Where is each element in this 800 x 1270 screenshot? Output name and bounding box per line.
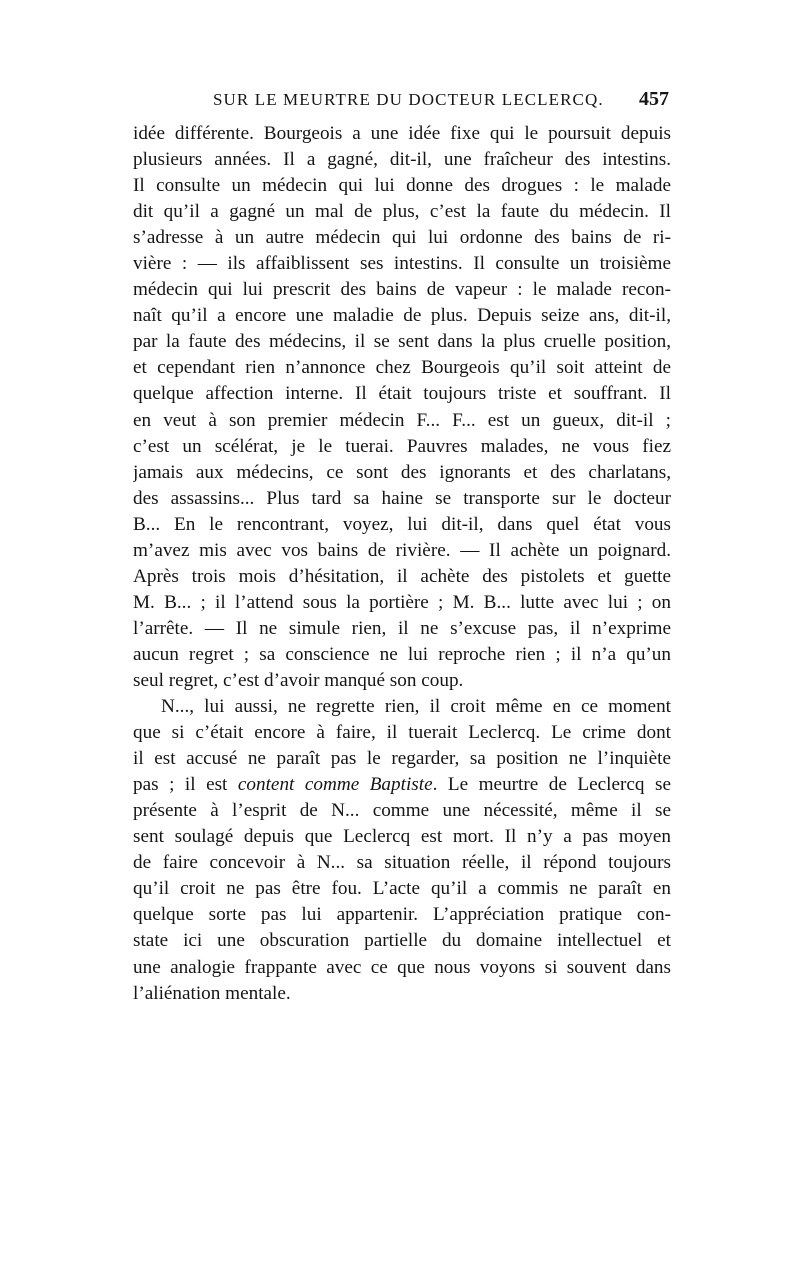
text-line: en veut à son premier médecin F... F... est un gueux, dit-il ; [133, 409, 671, 431]
text-line: des assassins... Plus tard sa haine se transporte sur le docteur [133, 487, 671, 509]
text-line: il est accusé ne paraît pas le regarder, sa position ne l’inquiète [133, 748, 671, 770]
text-line: de faire concevoir à N... sa situation réelle, il répond toujours [133, 852, 671, 874]
text-line: que si c’était encore à faire, il tuerait Leclercq. Le crime dont [133, 722, 671, 744]
text-line: pas ; il est content comme Baptiste. Le meurtre de Leclercq se [133, 774, 671, 796]
text-line: jamais aux médecins, ce sont des ignorants et des charlatans, [133, 461, 671, 483]
text-line: s’adresse à un autre médecin qui lui ordonne des bains de ri- [133, 227, 671, 249]
text-line: plusieurs années. Il a gagné, dit-il, une fraîcheur des intestins. [133, 149, 671, 171]
text-line: naît qu’il a encore une maladie de plus. Depuis seize ans, dit-il, [133, 305, 671, 327]
text-line: idée différente. Bourgeois a une idée fixe qui le poursuit depuis [133, 123, 671, 144]
text-line: vière : — ils affaiblissent ses intestins. Il consulte un troisième [133, 253, 671, 275]
text-line: et cependant rien n’annonce chez Bourgeois qu’il soit atteint de [133, 357, 671, 379]
text-line: state ici une obscuration partielle du domaine intellectuel et [133, 930, 671, 952]
running-header [133, 88, 671, 118]
text-line: par la faute des médecins, il se sent dans la plus cruelle position, [133, 331, 671, 353]
running-title: SUR LE MEURTRE DU DOCTEUR LECLERCQ. [213, 90, 604, 109]
text-line: seul regret, c’est d’avoir manqué son coup. [133, 669, 464, 691]
text-line: qu’il croit ne pas être fou. L’acte qu’il a commis ne paraît en [133, 878, 671, 900]
body-text [133, 121, 671, 1007]
text-line: l’arrête. — Il ne simule rien, il ne s’excuse pas, il n’exprime [133, 617, 671, 639]
text-line: M. B... ; il l’attend sous la portière ; M. B... lutte avec lui ; on [133, 591, 671, 613]
text-line: présente à l’esprit de N... comme une nécessité, même il se [133, 800, 671, 822]
paragraph [133, 694, 671, 1007]
text-line: aucun regret ; sa conscience ne lui reproche rien ; il n’a qu’un [133, 643, 671, 665]
text-line: B... En le rencontrant, voyez, lui dit-il, dans quel état vous [133, 513, 671, 535]
text-line: une analogie frappante avec ce que nous voyons si souvent dans [133, 956, 671, 978]
text-line: N..., lui aussi, ne regrette rien, il croit même en ce moment [161, 696, 671, 718]
text-line: l’aliénation mentale. [133, 982, 291, 1004]
text-line: sent soulagé depuis que Leclercq est mort. Il n’y a pas moyen [133, 826, 671, 848]
text-line: quelque affection interne. Il était toujours triste et souffrant. Il [133, 383, 671, 405]
text-line: dit qu’il a gagné un mal de plus, c’est la faute du médecin. Il [133, 201, 671, 223]
page-number: 457 [639, 88, 669, 110]
italic-phrase: content comme Baptiste [237, 774, 433, 796]
text-line: médecin qui lui prescrit des bains de vapeur : le malade recon- [133, 279, 671, 301]
text-line: quelque sorte pas lui appartenir. L’appréciation pratique con- [133, 904, 671, 926]
text-line: Il consulte un médecin qui lui donne des drogues : le malade [133, 175, 671, 197]
text-line: Après trois mois d’hésitation, il achète des pistolets et guette [133, 565, 671, 587]
text-line: m’avez mis avec vos bains de rivière. — Il achète un poignard. [133, 539, 671, 561]
paragraph [133, 121, 671, 694]
text-line: c’est un scélérat, je le tuerai. Pauvres malades, ne vous fiez [133, 435, 671, 457]
